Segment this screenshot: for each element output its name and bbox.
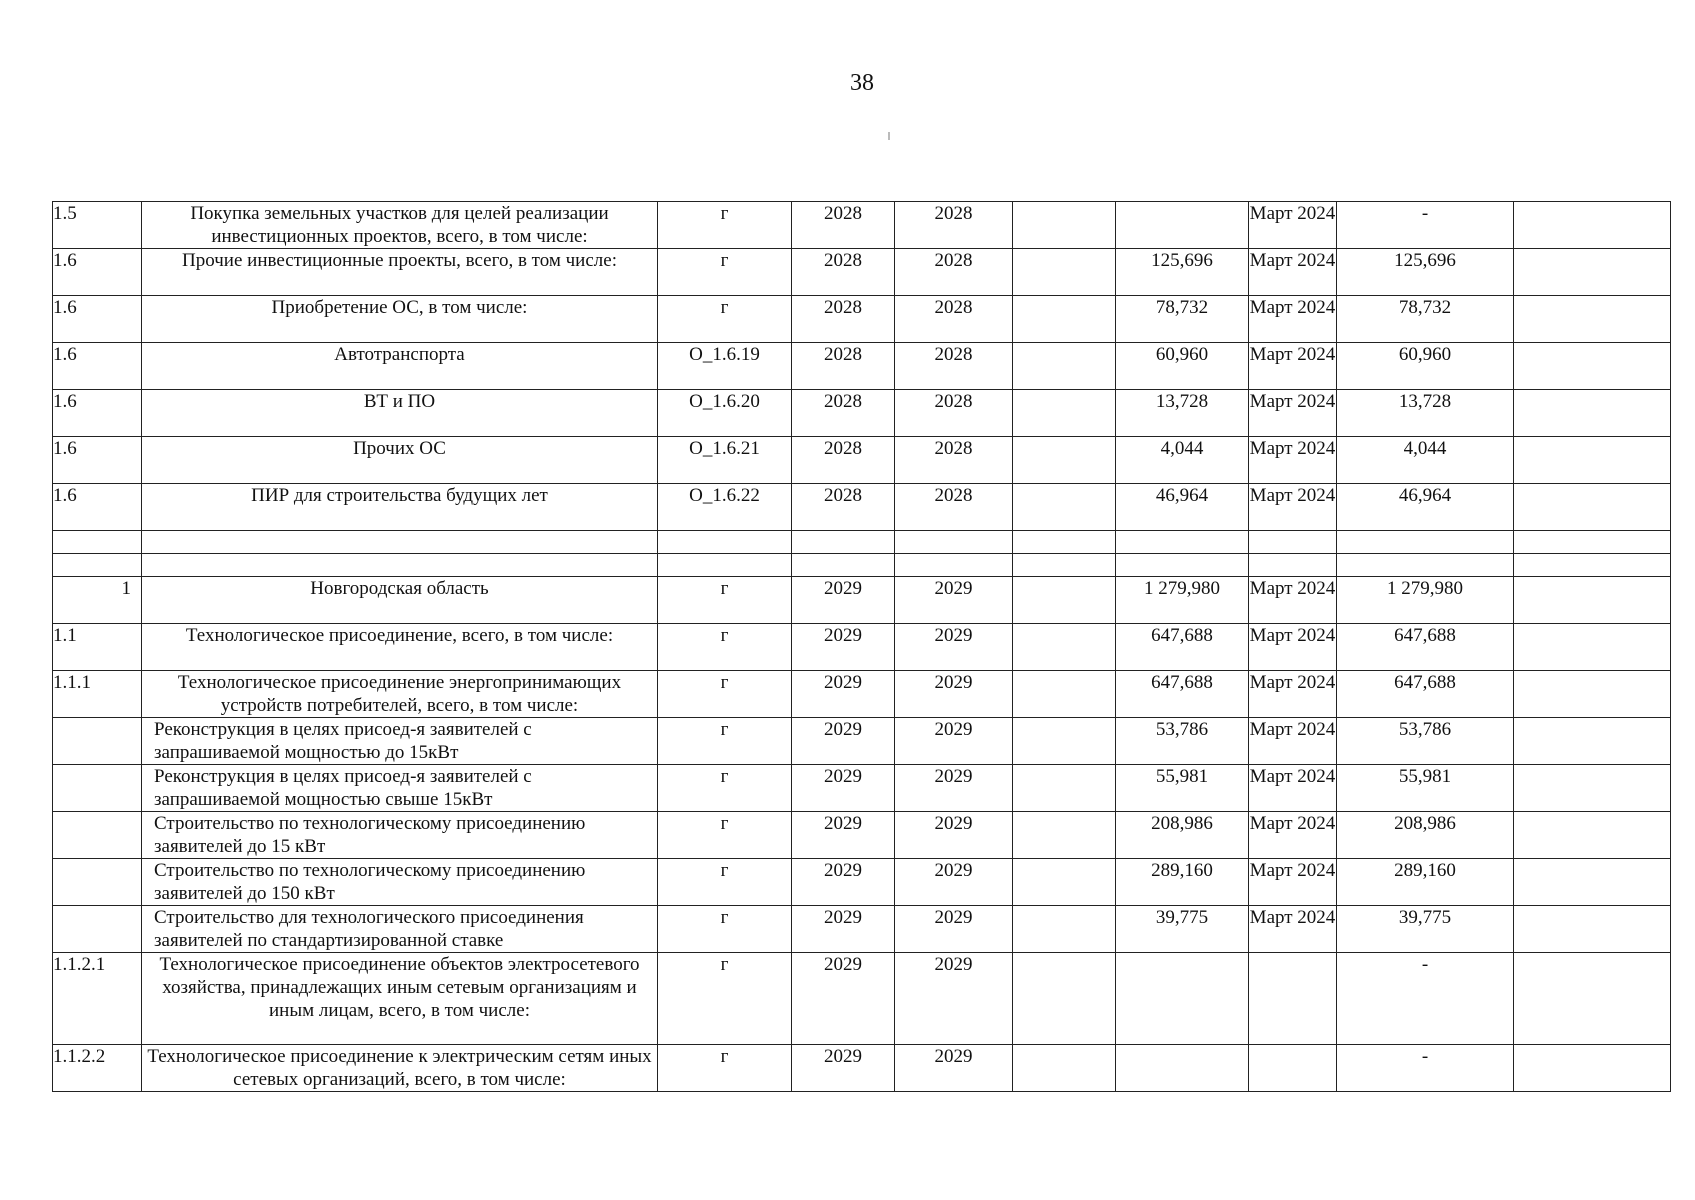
row-number: 1.5 <box>53 202 142 249</box>
row-name: Новгородская область <box>142 577 658 624</box>
row-date: Март 2024 <box>1249 718 1337 765</box>
row-amount: 647,688 <box>1116 624 1249 671</box>
row-date <box>1249 1045 1337 1092</box>
empty-cell <box>895 531 1013 554</box>
row-amount: 1 279,980 <box>1116 577 1249 624</box>
empty-cell <box>1116 554 1249 577</box>
row-col-10 <box>1514 812 1671 859</box>
row-code: г <box>658 718 792 765</box>
row-col-6 <box>1013 343 1116 390</box>
row-code: О_1.6.22 <box>658 484 792 531</box>
empty-cell <box>658 531 792 554</box>
row-number <box>53 859 142 906</box>
row-amount-total: 60,960 <box>1337 343 1514 390</box>
row-col-10 <box>1514 671 1671 718</box>
row-amount: 46,964 <box>1116 484 1249 531</box>
table-row-empty <box>53 554 1671 577</box>
row-amount: 55,981 <box>1116 765 1249 812</box>
row-code: г <box>658 577 792 624</box>
row-year-end: 2029 <box>895 906 1013 953</box>
row-col-6 <box>1013 437 1116 484</box>
row-name: Покупка земельных участков для целей реализации инвестиционных проектов, всего, в том числе: <box>142 202 658 249</box>
row-year-start: 2029 <box>792 671 895 718</box>
empty-cell <box>792 531 895 554</box>
empty-cell <box>1013 531 1116 554</box>
row-code: г <box>658 202 792 249</box>
row-year-end: 2028 <box>895 437 1013 484</box>
row-col-6 <box>1013 859 1116 906</box>
row-col-6 <box>1013 953 1116 1045</box>
table-row <box>53 718 1671 765</box>
row-year-start: 2029 <box>792 953 895 1045</box>
row-col-10 <box>1514 906 1671 953</box>
row-year-end: 2028 <box>895 390 1013 437</box>
table-row <box>53 296 1671 343</box>
table-row <box>53 624 1671 671</box>
row-amount <box>1116 1045 1249 1092</box>
row-date: Март 2024 <box>1249 859 1337 906</box>
row-name: Реконструкция в целях присоед-я заявителей с запрашиваемой мощностью до 15кВт <box>142 718 658 765</box>
row-number <box>53 718 142 765</box>
table-row <box>53 577 1671 624</box>
row-name: Приобретение ОС, в том числе: <box>142 296 658 343</box>
investment-table <box>52 201 1671 1092</box>
row-year-start: 2029 <box>792 906 895 953</box>
row-col-10 <box>1514 343 1671 390</box>
row-name: Прочие инвестиционные проекты, всего, в том числе: <box>142 249 658 296</box>
row-number: 1.1.2.1 <box>53 953 142 1045</box>
table-row <box>53 202 1671 249</box>
row-date: Март 2024 <box>1249 906 1337 953</box>
row-col-10 <box>1514 953 1671 1045</box>
row-date: Март 2024 <box>1249 390 1337 437</box>
row-number: 1.6 <box>53 484 142 531</box>
row-name: Технологическое присоединение энергопринимающих устройств потребителей, всего, в том числе: <box>142 671 658 718</box>
table-body <box>53 202 1671 1092</box>
row-year-start: 2028 <box>792 343 895 390</box>
row-col-6 <box>1013 671 1116 718</box>
row-amount: 208,986 <box>1116 812 1249 859</box>
row-amount-total: 53,786 <box>1337 718 1514 765</box>
empty-cell <box>142 554 658 577</box>
row-col-10 <box>1514 765 1671 812</box>
row-year-start: 2029 <box>792 859 895 906</box>
row-code: О_1.6.21 <box>658 437 792 484</box>
row-code: г <box>658 765 792 812</box>
row-amount-total: - <box>1337 953 1514 1045</box>
empty-cell <box>658 554 792 577</box>
row-year-start: 2028 <box>792 296 895 343</box>
row-col-10 <box>1514 390 1671 437</box>
row-amount: 647,688 <box>1116 671 1249 718</box>
row-amount <box>1116 953 1249 1045</box>
row-year-start: 2029 <box>792 812 895 859</box>
row-date: Март 2024 <box>1249 484 1337 531</box>
row-code: г <box>658 296 792 343</box>
row-number <box>53 906 142 953</box>
row-number: 1.1.2.2 <box>53 1045 142 1092</box>
row-number: 1.6 <box>53 296 142 343</box>
row-year-start: 2029 <box>792 1045 895 1092</box>
row-col-6 <box>1013 718 1116 765</box>
row-name: Строительство для технологического присоединения заявителей по стандартизированной ставке <box>142 906 658 953</box>
row-code: О_1.6.20 <box>658 390 792 437</box>
row-amount-total: 208,986 <box>1337 812 1514 859</box>
row-col-6 <box>1013 484 1116 531</box>
table-row <box>53 437 1671 484</box>
row-date: Март 2024 <box>1249 202 1337 249</box>
row-col-6 <box>1013 812 1116 859</box>
row-amount-total: 647,688 <box>1337 624 1514 671</box>
row-code: г <box>658 953 792 1045</box>
row-col-6 <box>1013 1045 1116 1092</box>
row-amount: 4,044 <box>1116 437 1249 484</box>
row-date <box>1249 953 1337 1045</box>
table-row-empty <box>53 531 1671 554</box>
row-year-end: 2028 <box>895 202 1013 249</box>
row-amount <box>1116 202 1249 249</box>
row-year-end: 2029 <box>895 718 1013 765</box>
row-date: Март 2024 <box>1249 249 1337 296</box>
row-date: Март 2024 <box>1249 343 1337 390</box>
row-col-10 <box>1514 718 1671 765</box>
table-row <box>53 859 1671 906</box>
scan-mark <box>888 132 890 140</box>
row-amount: 39,775 <box>1116 906 1249 953</box>
row-number: 1.6 <box>53 437 142 484</box>
row-date: Март 2024 <box>1249 437 1337 484</box>
row-year-end: 2029 <box>895 812 1013 859</box>
row-amount-total: 4,044 <box>1337 437 1514 484</box>
empty-cell <box>1337 554 1514 577</box>
table-row <box>53 249 1671 296</box>
empty-cell <box>142 531 658 554</box>
row-amount: 60,960 <box>1116 343 1249 390</box>
empty-cell <box>1514 554 1671 577</box>
row-col-6 <box>1013 202 1116 249</box>
row-col-6 <box>1013 765 1116 812</box>
row-date: Март 2024 <box>1249 296 1337 343</box>
row-year-end: 2028 <box>895 296 1013 343</box>
row-name: Прочих ОС <box>142 437 658 484</box>
row-date: Март 2024 <box>1249 812 1337 859</box>
row-number: 1.1 <box>53 624 142 671</box>
row-year-end: 2029 <box>895 671 1013 718</box>
row-amount-total: 46,964 <box>1337 484 1514 531</box>
row-amount-total: 125,696 <box>1337 249 1514 296</box>
row-name: Технологическое присоединение объектов электросетевого хозяйства, принадлежащих иным сетевым организациям и иным лицам, всего, в том числе: <box>142 953 658 1045</box>
row-year-start: 2028 <box>792 484 895 531</box>
row-year-start: 2028 <box>792 437 895 484</box>
empty-cell <box>53 554 142 577</box>
row-amount-total: 13,728 <box>1337 390 1514 437</box>
empty-cell <box>1249 554 1337 577</box>
row-year-end: 2028 <box>895 343 1013 390</box>
row-year-end: 2028 <box>895 249 1013 296</box>
row-col-10 <box>1514 437 1671 484</box>
row-amount-total: - <box>1337 202 1514 249</box>
row-year-end: 2028 <box>895 484 1013 531</box>
row-col-6 <box>1013 296 1116 343</box>
row-name: Технологическое присоединение к электрическим сетям иных сетевых организаций, всего, в том числе: <box>142 1045 658 1092</box>
row-name: Строительство по технологическому присоединению заявителей до 15 кВт <box>142 812 658 859</box>
row-name: Технологическое присоединение, всего, в том числе: <box>142 624 658 671</box>
row-code: г <box>658 859 792 906</box>
table-row <box>53 1045 1671 1092</box>
row-year-start: 2028 <box>792 202 895 249</box>
row-name: ПИР для строительства будущих лет <box>142 484 658 531</box>
row-number: 1.6 <box>53 249 142 296</box>
row-col-10 <box>1514 1045 1671 1092</box>
row-number <box>53 812 142 859</box>
empty-cell <box>1514 531 1671 554</box>
empty-cell <box>1013 554 1116 577</box>
table-row <box>53 906 1671 953</box>
row-number: 1.6 <box>53 390 142 437</box>
empty-cell <box>53 531 142 554</box>
table-row <box>53 671 1671 718</box>
row-amount: 78,732 <box>1116 296 1249 343</box>
row-code: г <box>658 812 792 859</box>
table-row <box>53 953 1671 1045</box>
empty-cell <box>792 554 895 577</box>
row-col-6 <box>1013 577 1116 624</box>
row-code: г <box>658 671 792 718</box>
row-col-10 <box>1514 484 1671 531</box>
row-amount: 289,160 <box>1116 859 1249 906</box>
empty-cell <box>1337 531 1514 554</box>
row-name: ВТ и ПО <box>142 390 658 437</box>
row-year-start: 2029 <box>792 718 895 765</box>
empty-cell <box>895 554 1013 577</box>
row-name: Реконструкция в целях присоед-я заявителей с запрашиваемой мощностью свыше 15кВт <box>142 765 658 812</box>
row-amount-total: - <box>1337 1045 1514 1092</box>
page-number: 38 <box>850 70 874 96</box>
row-amount-total: 289,160 <box>1337 859 1514 906</box>
table-row <box>53 812 1671 859</box>
row-year-start: 2028 <box>792 390 895 437</box>
row-col-10 <box>1514 249 1671 296</box>
row-year-end: 2029 <box>895 765 1013 812</box>
row-amount-total: 647,688 <box>1337 671 1514 718</box>
row-code: г <box>658 1045 792 1092</box>
row-number: 1.6 <box>53 343 142 390</box>
row-col-10 <box>1514 577 1671 624</box>
row-name: Автотранспорта <box>142 343 658 390</box>
row-year-end: 2029 <box>895 953 1013 1045</box>
row-col-10 <box>1514 296 1671 343</box>
row-name: Строительство по технологическому присоединению заявителей до 150 кВт <box>142 859 658 906</box>
row-year-start: 2029 <box>792 765 895 812</box>
row-amount: 53,786 <box>1116 718 1249 765</box>
row-amount-total: 78,732 <box>1337 296 1514 343</box>
row-code: О_1.6.19 <box>658 343 792 390</box>
row-date: Март 2024 <box>1249 577 1337 624</box>
row-code: г <box>658 624 792 671</box>
empty-cell <box>1249 531 1337 554</box>
row-col-10 <box>1514 624 1671 671</box>
table-row <box>53 343 1671 390</box>
row-code: г <box>658 249 792 296</box>
row-col-6 <box>1013 390 1116 437</box>
table-row <box>53 765 1671 812</box>
row-col-6 <box>1013 249 1116 296</box>
row-year-end: 2029 <box>895 1045 1013 1092</box>
row-amount-total: 1 279,980 <box>1337 577 1514 624</box>
row-year-start: 2029 <box>792 577 895 624</box>
row-col-6 <box>1013 906 1116 953</box>
row-number <box>53 765 142 812</box>
row-amount-total: 55,981 <box>1337 765 1514 812</box>
row-number: 1 <box>53 577 142 624</box>
row-year-end: 2029 <box>895 577 1013 624</box>
table-row <box>53 390 1671 437</box>
row-code: г <box>658 906 792 953</box>
row-col-10 <box>1514 202 1671 249</box>
empty-cell <box>1116 531 1249 554</box>
row-number: 1.1.1 <box>53 671 142 718</box>
row-col-10 <box>1514 859 1671 906</box>
row-year-start: 2028 <box>792 249 895 296</box>
row-amount-total: 39,775 <box>1337 906 1514 953</box>
row-date: Март 2024 <box>1249 624 1337 671</box>
row-amount: 13,728 <box>1116 390 1249 437</box>
row-year-end: 2029 <box>895 859 1013 906</box>
row-date: Март 2024 <box>1249 765 1337 812</box>
table-row <box>53 484 1671 531</box>
row-date: Март 2024 <box>1249 671 1337 718</box>
row-year-start: 2029 <box>792 624 895 671</box>
row-year-end: 2029 <box>895 624 1013 671</box>
row-amount: 125,696 <box>1116 249 1249 296</box>
row-col-6 <box>1013 624 1116 671</box>
